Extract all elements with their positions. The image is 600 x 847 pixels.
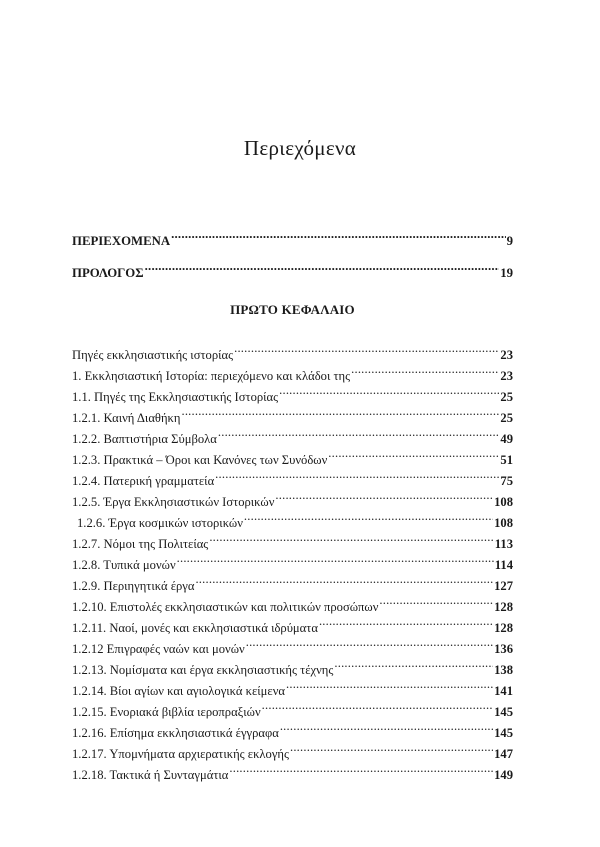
dot-leader — [334, 653, 493, 674]
dot-leader — [328, 443, 499, 464]
toc-row[interactable] — [72, 338, 513, 362]
page-title: Περιεχόμενα — [243, 136, 357, 160]
toc-entry-page: 138 — [494, 663, 513, 677]
dot-leader — [209, 527, 493, 548]
toc-entry-label: 1.2.4. Πατερική γραμματεία — [72, 474, 215, 488]
toc-entry-page: 136 — [494, 642, 513, 656]
toc-entry-label: ΠΕΡΙΕΧΟΜΕΝΑ — [72, 234, 171, 248]
toc-entry-label: 1.2.16. Επίσημα εκκλησιαστικά έγγραφα — [72, 726, 279, 740]
toc-entry-page: 23 — [500, 369, 513, 383]
toc-entry-page: 108 — [494, 495, 513, 509]
toc-entry-label: 1.2.11. Ναοί, μονές και εκκλησιαστικά ιδρύματα — [72, 621, 318, 635]
toc-entry-label: 1.1. Πηγές της Εκκλησιαστικής Ιστορίας — [72, 390, 279, 404]
toc-entry-label: 1.2.7. Νόμοι της Πολιτείας — [72, 537, 209, 551]
dot-leader — [145, 256, 500, 277]
dot-leader — [195, 569, 493, 590]
dot-leader — [280, 716, 493, 737]
toc-row[interactable] — [72, 256, 513, 280]
toc-entry-page: 108 — [494, 516, 513, 530]
toc-entry-page: 127 — [494, 579, 513, 593]
dot-leader — [290, 737, 493, 758]
dot-leader — [215, 464, 499, 485]
toc-entry-label: 1.2.2. Βαπτιστήρια Σύμβολα — [72, 432, 217, 446]
dot-leader — [218, 422, 500, 443]
toc-entry-label: 1.2.3. Πρακτικά – Όροι και Κανόνες των Συνόδων — [72, 453, 328, 467]
toc-entry-page: 23 — [500, 348, 513, 362]
toc-entry-page: 25 — [500, 411, 513, 425]
toc-entry-label: 1.2.9. Περιηγητικά έργα — [72, 579, 195, 593]
dot-leader — [244, 506, 493, 527]
toc-entry-page: 49 — [500, 432, 513, 446]
chapter-toc-list — [72, 338, 513, 782]
toc-entry-page: 25 — [500, 390, 513, 404]
toc-entry-label: 1.2.1. Καινή Διαθήκη — [72, 411, 181, 425]
toc-entry-label: 1.2.18. Τακτικά ή Συνταγμάτια — [72, 768, 229, 782]
toc-entry-label: ΠΡΟΛΟΓΟΣ — [72, 266, 144, 280]
dot-leader — [181, 401, 499, 422]
dot-leader — [351, 359, 499, 380]
toc-entry-label: 1.2.6. Έργα κοσμικών ιστορικών — [77, 516, 243, 530]
toc-entry-page: 128 — [494, 621, 513, 635]
toc-entry-label: 1.2.14. Βίοι αγίων και αγιολογικά κείμενα — [72, 684, 285, 698]
toc-entry-label: 1.2.13. Νομίσματα και έργα εκκλησιαστικής τέχνης — [72, 663, 334, 677]
toc-entry-page: 141 — [494, 684, 513, 698]
dot-leader — [171, 224, 505, 245]
toc-entry-page: 145 — [494, 705, 513, 719]
dot-leader — [234, 338, 499, 359]
dot-leader — [319, 611, 493, 632]
dot-leader — [262, 695, 493, 716]
toc-row[interactable] — [72, 224, 513, 248]
toc-entry-label: 1.2.17. Υπομνήματα αρχιερατικής εκλογής — [72, 747, 289, 761]
toc-entry-page: 149 — [494, 768, 513, 782]
toc-entry-page: 114 — [494, 558, 513, 572]
toc-entry-label: 1.2.12 Επιγραφές ναών και μονών — [72, 642, 245, 656]
toc-entry-label: 1.2.8. Τυπικά μονών — [72, 558, 176, 572]
dot-leader — [286, 674, 493, 695]
toc-entry-page: 128 — [494, 600, 513, 614]
toc-entry-label: 1.2.5. Έργα Εκκλησιαστικών Ιστορικών — [72, 495, 275, 509]
front-matter-entry[interactable] — [72, 256, 513, 280]
toc-entry-page: 113 — [494, 537, 513, 551]
dot-leader — [279, 380, 499, 401]
toc-entry-label: Πηγές εκκλησιαστικής ιστορίας — [72, 348, 234, 362]
toc-entry-page: 19 — [500, 266, 513, 280]
toc-entry-label: 1.2.15. Ενοριακά βιβλία ιεροπραξιών — [72, 705, 261, 719]
dot-leader — [229, 758, 493, 779]
front-matter-entry[interactable] — [72, 224, 513, 248]
dot-leader — [379, 590, 493, 611]
dot-leader — [275, 485, 493, 506]
toc-entry-page: 51 — [500, 453, 513, 467]
dot-leader — [246, 632, 493, 653]
toc-entry-page: 9 — [506, 234, 513, 248]
toc-entry-label: 1.2.10. Επιστολές εκκλησιαστικών και πολιτικών προσώπων — [72, 600, 379, 614]
dot-leader — [177, 548, 494, 569]
toc-entry-page: 75 — [500, 474, 513, 488]
chapter-heading: ΠΡΩΤΟ ΚΕΦΑΛΑΙΟ — [230, 302, 355, 317]
toc-entry-page: 147 — [494, 747, 513, 761]
toc-entry-label: 1. Εκκλησιαστική Ιστορία: περιεχόμενο και κλάδοι της — [72, 369, 351, 383]
toc-entry-page: 145 — [494, 726, 513, 740]
